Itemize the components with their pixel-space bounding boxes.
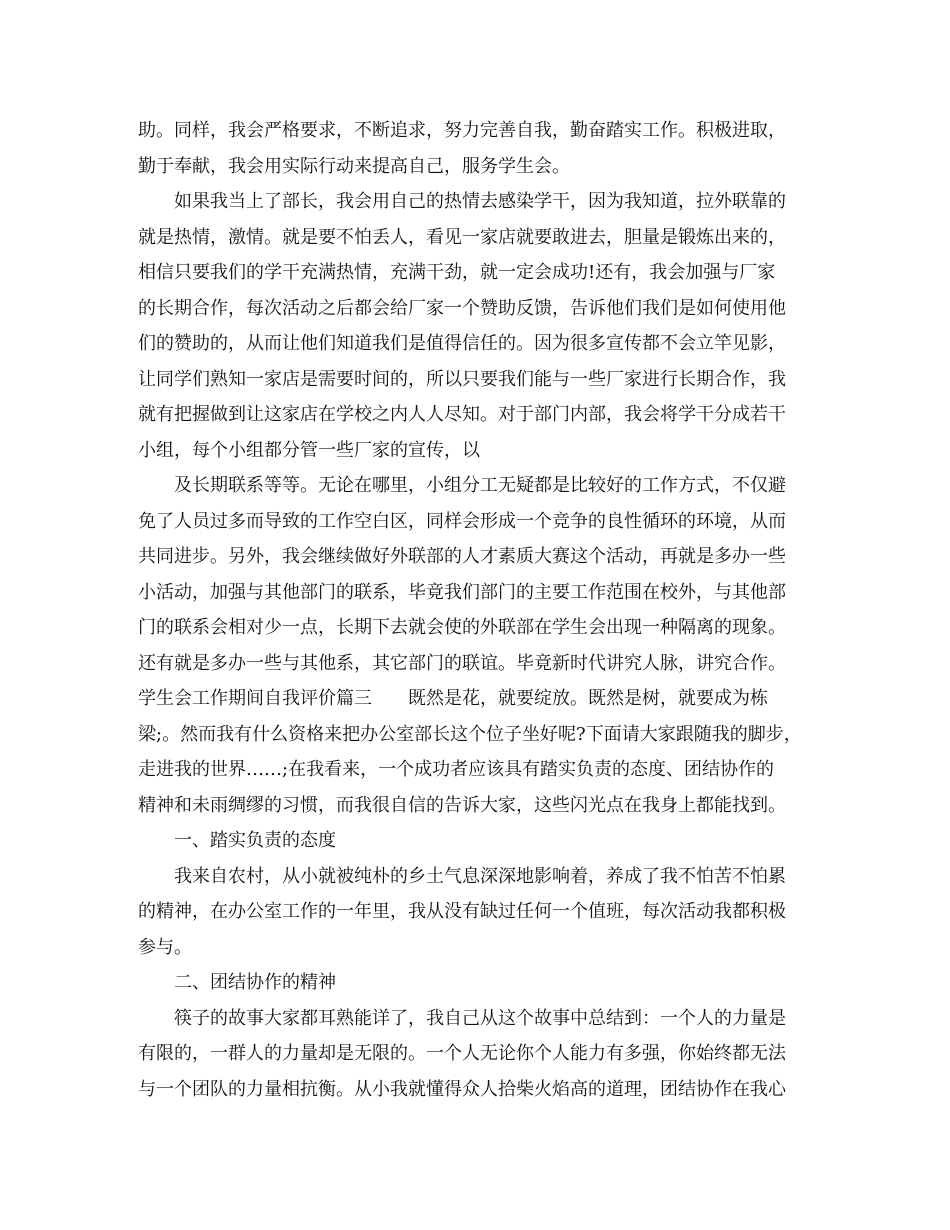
text-line: 如果我当上了部长，我会用自己的热情去感染学干，因为我知道，拉外联靠的	[174, 191, 786, 212]
text-line: 免了人员过多而导致的工作空白区，同样会形成一个竞争的良性循环的环境，从而	[138, 510, 786, 532]
text-line: 勤于奉献，我会用实际行动来提高自己，服务学生会。	[138, 155, 570, 177]
text-line: 我来自农村，从小就被纯朴的乡土气息深深地影响着，养成了我不怕苦不怕累	[174, 865, 786, 887]
text-line: 相信只要我们的学干充满热情，充满干劲，就一定会成功!还有，我会加强与厂家	[138, 262, 776, 283]
text-line: 及长期联系等等。无论在哪里，小组分工无疑都是比较好的工作方式，不仅避	[174, 475, 786, 496]
text-line: 一、踏实负责的态度	[174, 830, 336, 851]
text-line: 有限的，一群人的力量却是无限的。一个人无论你个人能力有多强，你始终都无法	[138, 1043, 786, 1064]
text-line: 筷子的故事大家都耳熟能详了，我自己从这个故事中总结到：一个人的力量是	[174, 1007, 786, 1029]
text-line: 共同进步。另外，我会继续做好外联部的人才素质大赛这个活动，再就是多办一些	[138, 546, 786, 567]
text-line: 小组，每个小组都分管一些厂家的宣传，以	[138, 439, 480, 461]
text-line: 就是热情，激情。就是要不怕丢人，看见一家店就要敢进去，胆量是锻炼出来的，	[138, 226, 786, 248]
text-line: 小活动，加强与其他部门的联系，毕竟我们部门的主要工作范围在校外，与其他部	[138, 581, 786, 603]
text-line: 参与。	[138, 936, 192, 958]
text-line: 让同学们熟知一家店是需要时间的，所以只要我们能与一些厂家进行长期合作，我	[138, 368, 786, 390]
text-line: 梁;。然而我有什么资格来把办公室部长这个位子坐好呢?下面请大家跟随我的脚步，	[138, 723, 802, 745]
text-line: 门的联系会相对少一点，长期下去就会使的外联部在学生会出现一种隔离的现象。	[138, 617, 786, 638]
text-line: 学生会工作期间自我评价篇三 既然是花，就要绽放。既然是树，就要成为栋	[138, 688, 768, 709]
body-text	[138, 113, 828, 1107]
text-line: 二、团结协作的精神	[174, 972, 336, 993]
text-line: 还有就是多办一些与其他系，其它部门的联谊。毕竟新时代讲究人脉，讲究合作。	[138, 652, 786, 674]
text-line: 助。同样，我会严格要求，不断追求，努力完善自我，勤奋踏实工作。积极进取，	[138, 120, 786, 141]
text-line: 精神和未雨绸缪的习惯，而我很自信的告诉大家，这些闪光点在我身上都能找到。	[138, 794, 786, 816]
text-line: 的精神，在办公室工作的一年里，我从没有缺过任何一个值班，每次活动我都积极	[138, 901, 786, 922]
text-line: 们的赞助的，从而让他们知道我们是值得信任的。因为很多宣传都不会立竿见影，	[138, 333, 786, 354]
text-line: 的长期合作，每次活动之后都会给厂家一个赞助反馈，告诉他们我们是如何使用他	[138, 297, 786, 319]
text-line: 与一个团队的力量相抗衡。从小我就懂得众人拾柴火焰高的道理，团结协作在我心	[138, 1078, 786, 1100]
text-line: 就有把握做到让这家店在学校之内人人尽知。对于部门内部，我会将学干分成若干	[138, 404, 786, 425]
text-line: 走进我的世界……;在我看来，一个成功者应该具有踏实负责的态度、团结协作的	[138, 759, 775, 780]
